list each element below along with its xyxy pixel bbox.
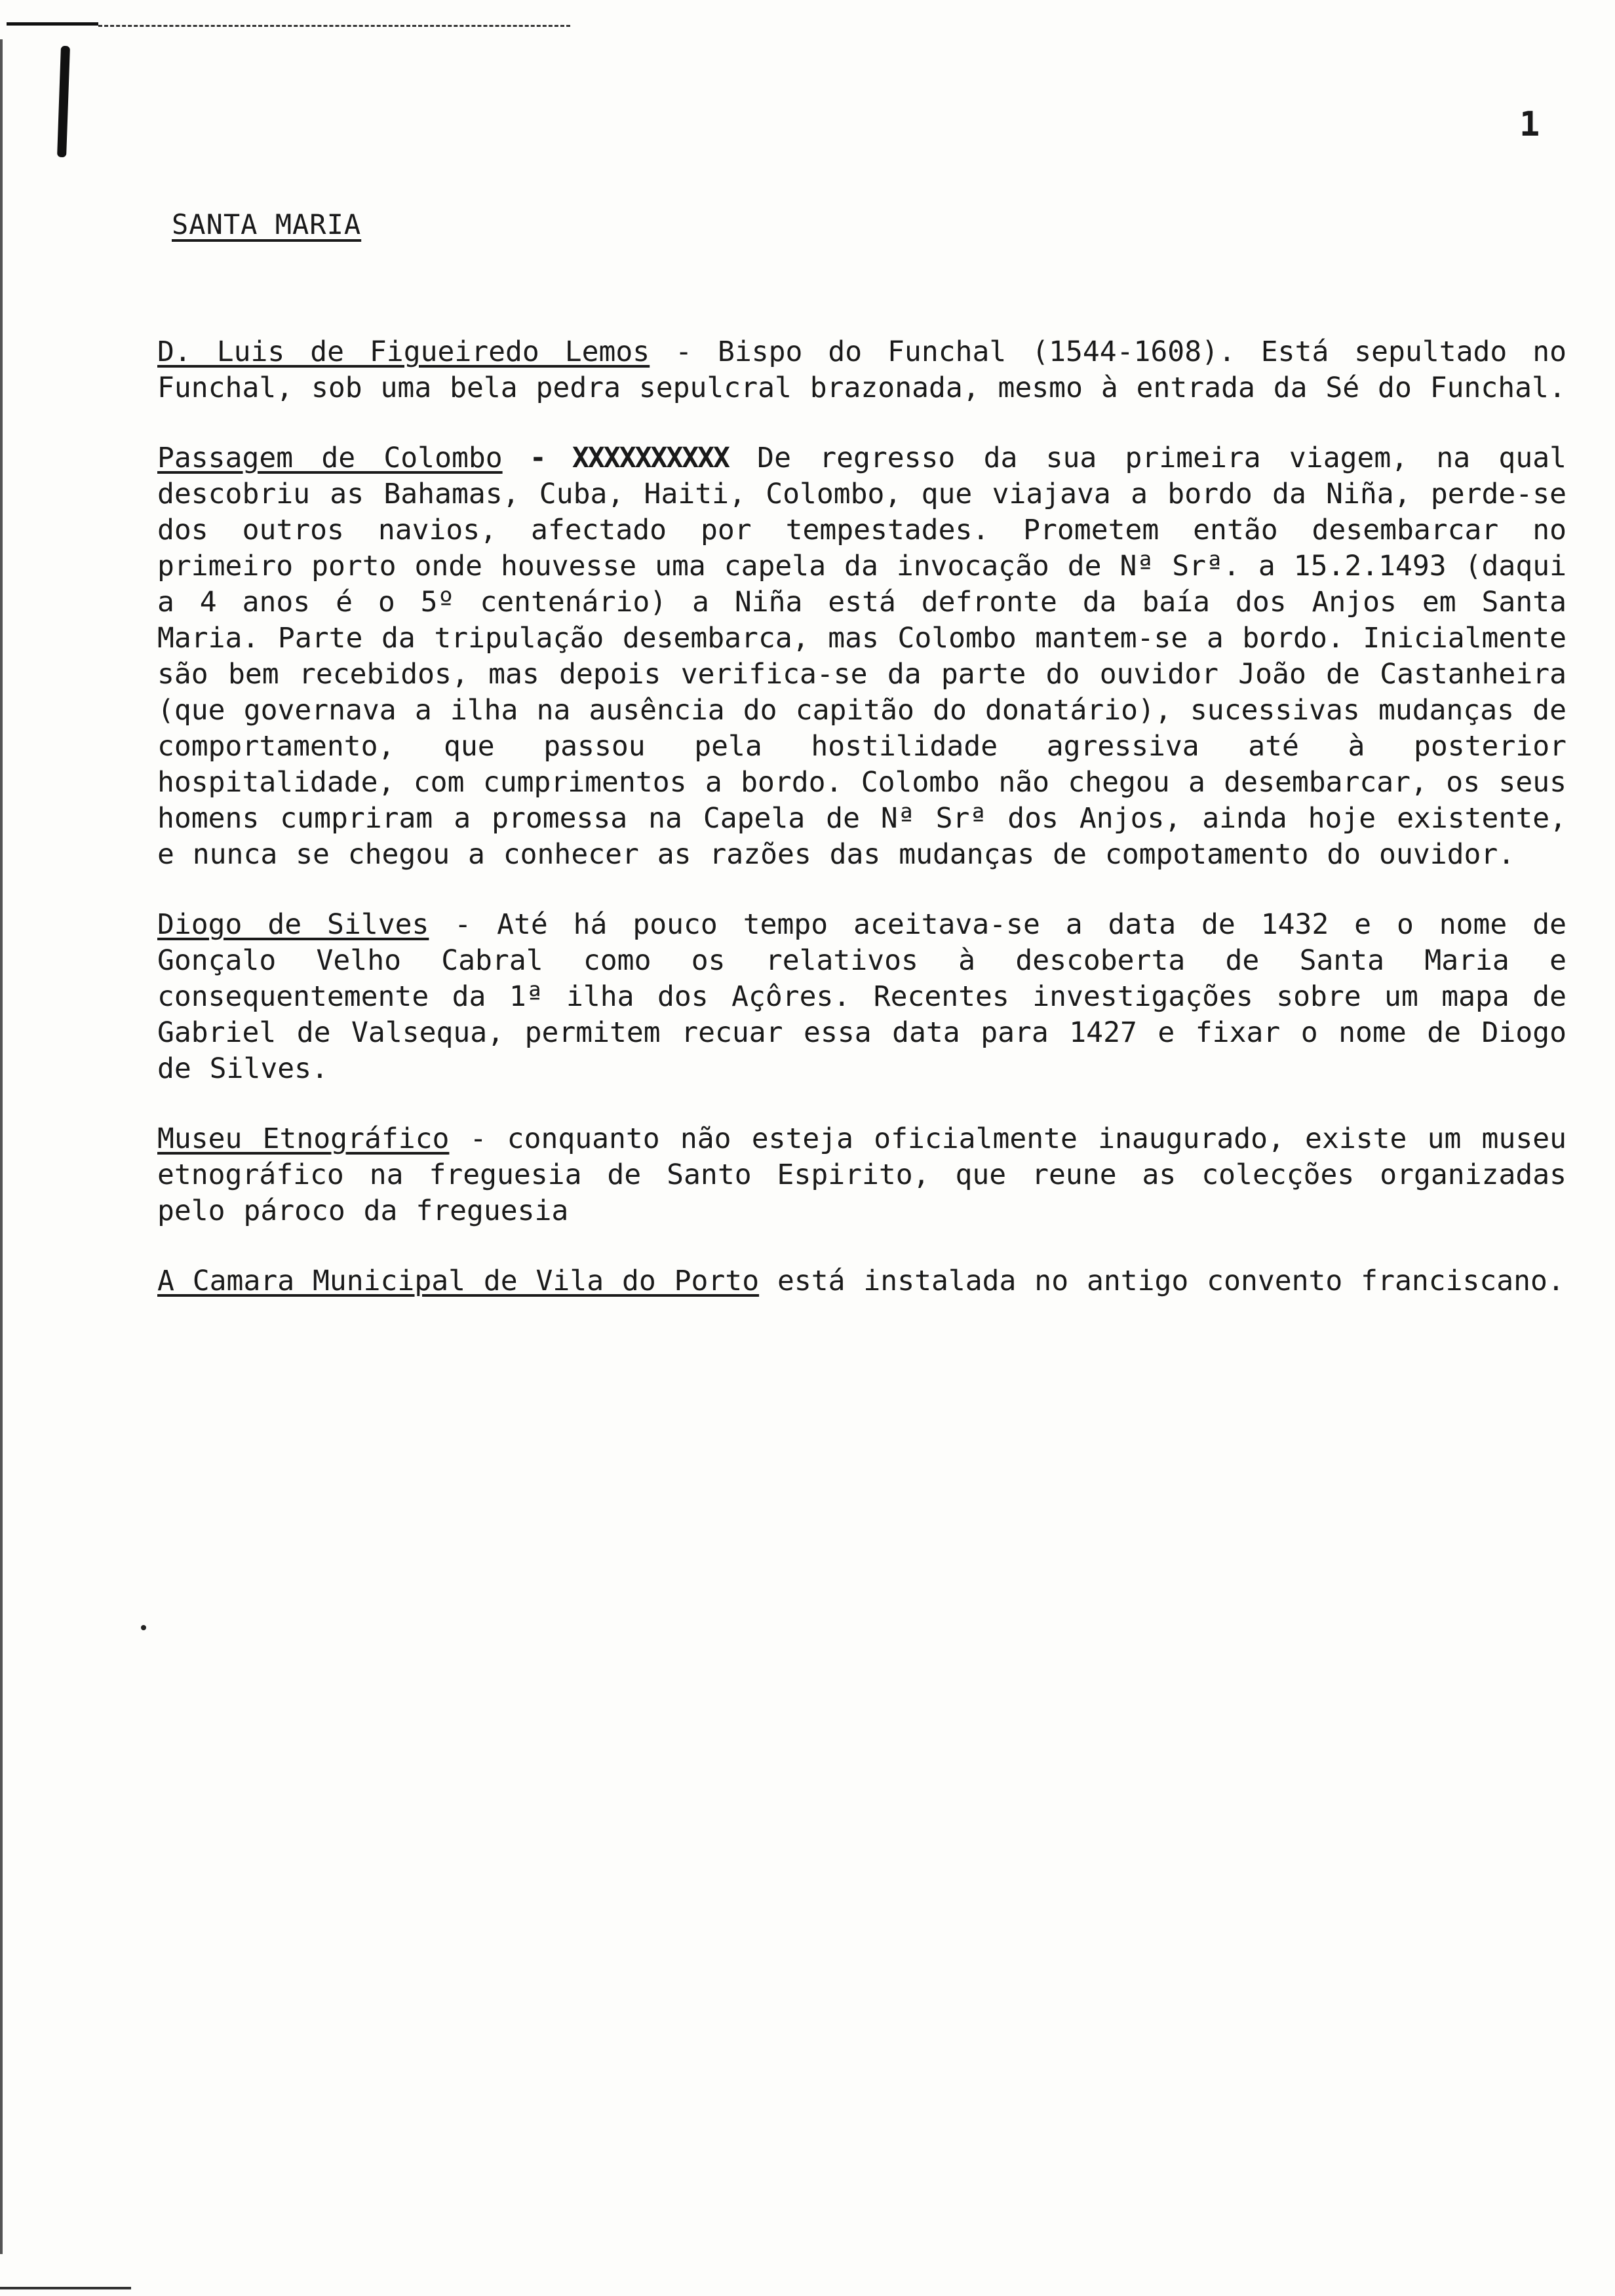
page-title: SANTA MARIA — [172, 208, 362, 240]
entry-camara — [157, 1263, 1566, 1299]
struck-out-text: - XXXXXXXXXX — [502, 442, 729, 474]
page-number: 1 — [1519, 105, 1540, 144]
entry-text: - Até há pouco tempo aceitava-se a data de 1432 e o nome de Gonçalo Velho Cabral como os relativos à descoberta de Santa Maria e consequentemente da 1ª ilha dos Açôres. Recentes investigações sobre um mapa de Gabriel de Valsequa, permitem recuar essa data para 1427 e fixar o nome de Diogo de Silves. — [157, 908, 1566, 1085]
entry-bishop — [157, 334, 1566, 406]
entry-heading: Museu Etnográfico — [157, 1122, 450, 1155]
entry-text: está instalada no antigo convento franciscano. — [759, 1265, 1565, 1297]
entry-text: - Bispo do Funchal (1544-1608). Está sepultado no Funchal, sob uma bela pedra sepulcral brazonada, mesmo à entrada da Sé do Funchal. — [157, 335, 1566, 404]
entry-text: De regresso da sua primeira viagem, na qual descobriu as Bahamas, Cuba, Haiti, Colombo, que viajava a bordo da Niña, perde-se dos outros navios, afectado por tempestades. Prometem então desembarcar no primeiro porto onde houvesse uma capela da invocação de Nª Srª. a 15.2.1493 (daqui a 4 anos é o 5º centenário) a Niña está defronte da baía dos Anjos em Santa Maria. Parte da tripulação desembarca, mas Colombo mantem-se a bordo. Inicialmente são bem recebidos, mas depois verifica-se da parte do ouvidor João de Castanheira (que governava a ilha na ausência do capitão do donatário), sucessivas mudanças de comportamento, que passou pela hostilidade agressiva até à posterior hospitalidade, com cumprimentos a bordo. Colombo não chegou a desembarcar, os seus homens cumpriram a promessa na Capela de Nª Srª dos Anjos, ainda hoje existente, e nunca se chegou a conhecer as razões das mudanças de compotamento do ouvidor. — [157, 442, 1566, 871]
binder-mark — [57, 46, 70, 157]
entry-heading: Passagem de Colombo — [157, 442, 503, 474]
entry-heading: Diogo de Silves — [157, 908, 429, 941]
entry-museu — [157, 1121, 1566, 1229]
entry-text: - conquanto não esteja oficialmente inaugurado, existe um museu etnográfico na freguesia de Santo Espirito, que reune as colecções organizadas pelo pároco da freguesia — [157, 1122, 1566, 1227]
entry-heading: D. Luis de Figueiredo Lemos — [157, 335, 650, 368]
top-rule — [7, 22, 98, 26]
ink-speck — [141, 1625, 146, 1630]
top-dashed-rule — [98, 25, 570, 27]
bottom-rule — [0, 2287, 131, 2289]
entry-diogo-de-silves — [157, 907, 1566, 1087]
left-edge-rule — [0, 39, 3, 2254]
document-body — [157, 334, 1566, 1333]
entry-heading: A Camara Municipal de Vila do Porto — [157, 1265, 760, 1297]
entry-colombo — [157, 440, 1566, 873]
